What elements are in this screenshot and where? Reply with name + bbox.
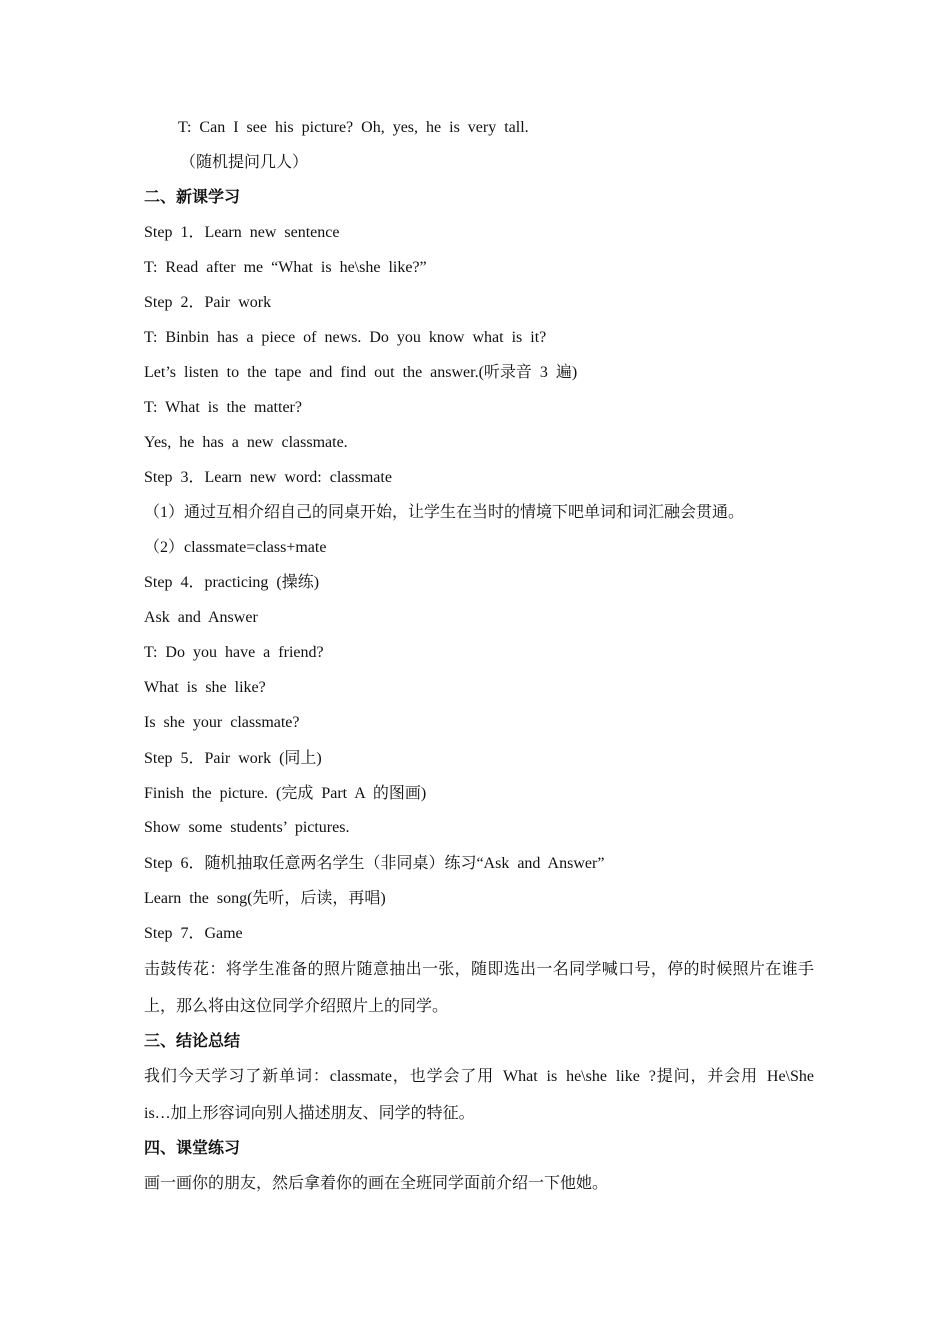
section-heading-practice: 四、课堂练习	[144, 1140, 241, 1157]
question-line: What is she like?	[144, 679, 266, 696]
dialogue-line: T: Do you have a friend?	[144, 644, 324, 661]
dialogue-line: T: What is the matter?	[144, 399, 302, 416]
game-paragraph: 击鼓传花：将学生准备的照片随意抽出一张，随即选出一名同学喊口号，停的时候照片在谁手上，那么将由这位同学介绍照片上的同学。	[144, 961, 814, 1015]
note-line: （随机提问几人）	[180, 154, 309, 171]
instruction-line: Learn the song(先听，后读，再唱)	[144, 890, 386, 907]
activity-line: Ask and Answer	[144, 609, 258, 626]
step-2-line: Step 2．Pair work	[144, 294, 272, 311]
section-heading-new-lesson: 二、新课学习	[144, 189, 241, 206]
step-4-line: Step 4．practicing (操练)	[144, 574, 320, 591]
section-heading-summary: 三、结论总结	[144, 1033, 241, 1050]
summary-paragraph: 我们今天学习了新单词：classmate，也学会了用 What is he\she like ?提问，并会用 He\She is…加上形容词向别人描述朋友、同学的特征。	[144, 1068, 814, 1122]
dialogue-line: T: Can I see his picture? Oh, yes, he is very tall.	[178, 119, 529, 136]
step-1-line: Step 1．Learn new sentence	[144, 224, 340, 241]
step-3-line: Step 3．Learn new word: classmate	[144, 469, 392, 486]
numbered-item-2: （2）classmate=class+mate	[144, 539, 327, 556]
instruction-line: Show some students’ pictures.	[144, 819, 350, 836]
dialogue-line: T: Read after me “What is he\she like?”	[144, 259, 427, 276]
numbered-item-1: （1）通过互相介绍自己的同桌开始，让学生在当时的情境下吧单词和词汇融会贯通。	[144, 504, 745, 521]
instruction-line: Finish the picture. (完成 Part A 的图画)	[144, 785, 427, 802]
dialogue-line: T: Binbin has a piece of news. Do you know what is it?	[144, 329, 547, 346]
instruction-line: Let’s listen to the tape and find out the answer.(听录音 3 遍)	[144, 364, 578, 381]
step-7-line: Step 7．Game	[144, 925, 243, 942]
step-5-line: Step 5．Pair work (同上)	[144, 750, 322, 767]
practice-paragraph: 画一画你的朋友，然后拿着你的画在全班同学面前介绍一下他她。	[144, 1175, 609, 1192]
step-6-line: Step 6．随机抽取任意两名学生（非同桌）练习“Ask and Answer”	[144, 855, 605, 872]
answer-line: Yes, he has a new classmate.	[144, 434, 348, 451]
question-line: Is she your classmate?	[144, 714, 300, 731]
